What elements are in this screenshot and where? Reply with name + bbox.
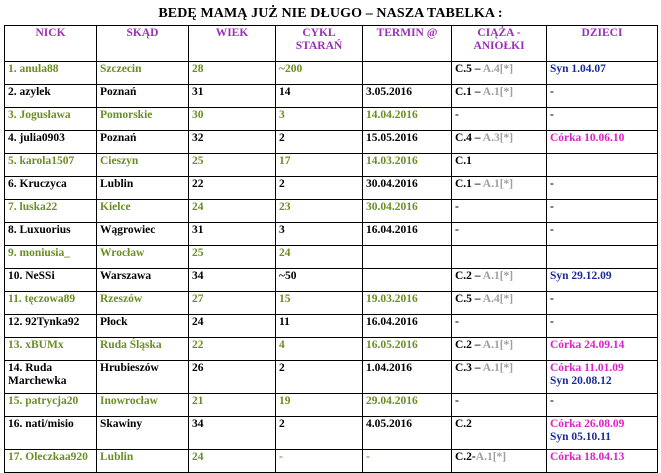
cell-dzieci	[547, 269, 658, 292]
child-entry: Syn 29.12.09	[550, 270, 612, 282]
aniolki-count: A.3[*]	[482, 132, 514, 144]
cell-skad: Wągrowiec	[97, 223, 189, 246]
cell-termin: 16.05.2016	[363, 338, 452, 361]
cell-ciaza	[452, 85, 547, 108]
ciaza-count: C.5 –	[455, 63, 483, 75]
ciaza-count: C.1	[455, 155, 472, 167]
aniolki-count: A.4[*]	[482, 63, 514, 75]
cell-dzieci	[547, 394, 658, 417]
cell-nick: 13. xBUMx	[5, 338, 97, 361]
cell-termin: 3.05.2016	[363, 85, 452, 108]
ciaza-count: C.4 –	[455, 132, 483, 144]
cell-skad: Hrubieszów	[97, 361, 189, 394]
child-entry: Syn 05.10.11	[550, 431, 612, 443]
table-row	[5, 361, 658, 394]
cell-nick: 15. patrycja20	[5, 394, 97, 417]
cell-dzieci	[547, 361, 658, 394]
table-row	[5, 85, 658, 108]
header-cykl-line2: STARAŃ	[295, 40, 343, 52]
cell-skad: Ruda Śląska	[97, 338, 189, 361]
cell-termin: -	[363, 450, 452, 473]
header-ciaza-line2: ANIOŁKI	[473, 40, 525, 52]
cell-nick: 12. 92Tynka92	[5, 315, 97, 338]
cell-wiek: 24	[189, 200, 276, 223]
cell-wiek: 31	[189, 85, 276, 108]
child-entry: -	[550, 293, 554, 305]
table-row	[5, 269, 658, 292]
cell-skad: Poznań	[97, 85, 189, 108]
cell-dzieci	[547, 131, 658, 154]
table-row	[5, 200, 658, 223]
cell-cykl: 11	[276, 315, 363, 338]
cell-wiek: 31	[189, 223, 276, 246]
cell-skad: Płock	[97, 315, 189, 338]
cell-nick: 10. NeSSi	[5, 269, 97, 292]
header-ciaza	[452, 26, 547, 62]
cell-dzieci	[547, 315, 658, 338]
cell-wiek: 34	[189, 269, 276, 292]
ciaza-count: -	[455, 224, 459, 236]
cell-ciaza	[452, 108, 547, 131]
cell-ciaza	[452, 154, 547, 177]
cell-ciaza	[452, 450, 547, 473]
cell-termin: 1.04.2016	[363, 361, 452, 394]
cell-cykl: 3	[276, 108, 363, 131]
cell-nick: 14. Ruda Marchewka	[5, 361, 97, 394]
cell-termin: 14.03.2016	[363, 154, 452, 177]
cell-skad: Szczecin	[97, 62, 189, 85]
cell-cykl: 23	[276, 200, 363, 223]
cell-dzieci	[547, 108, 658, 131]
child-entry: Córka 26.08.09	[550, 418, 625, 430]
child-entry: -	[550, 178, 554, 190]
child-entry: -	[550, 201, 554, 213]
cell-cykl: -	[276, 450, 363, 473]
child-entry: Syn 20.08.12	[550, 375, 612, 387]
ciaza-count: C.3 –	[455, 362, 483, 374]
ciaza-count: C.1 –	[455, 178, 483, 190]
table-row	[5, 154, 658, 177]
table-row	[5, 315, 658, 338]
cell-skad: Cieszyn	[97, 154, 189, 177]
cell-ciaza	[452, 292, 547, 315]
cell-ciaza	[452, 269, 547, 292]
table-row	[5, 62, 658, 85]
table-row	[5, 417, 658, 450]
cell-cykl: 2	[276, 417, 363, 450]
aniolki-count: A.1[*]	[482, 339, 514, 351]
cell-cykl: 2	[276, 361, 363, 394]
cell-wiek: 27	[189, 292, 276, 315]
cell-wiek: 32	[189, 131, 276, 154]
cell-skad: Rzeszów	[97, 292, 189, 315]
page-title: BEDĘ MAMĄ JUŻ NIE DŁUGO – NASZA TABELKA :	[158, 6, 503, 21]
cell-termin	[363, 62, 452, 85]
cell-dzieci	[547, 200, 658, 223]
cell-cykl: ~50	[276, 269, 363, 292]
cell-dzieci	[547, 177, 658, 200]
cell-skad: Skawiny	[97, 417, 189, 450]
cell-skad: Poznań	[97, 131, 189, 154]
child-entry: -	[550, 316, 554, 328]
cell-nick: 4. julia0903	[5, 131, 97, 154]
cell-cykl: 14	[276, 85, 363, 108]
ciaza-count: C.1 –	[455, 86, 483, 98]
cell-termin: 30.04.2016	[363, 200, 452, 223]
ciaza-count: C.2	[455, 418, 472, 430]
cell-wiek: 24	[189, 315, 276, 338]
ciaza-count: C.5 –	[455, 293, 483, 305]
cell-cykl: 3	[276, 223, 363, 246]
cell-dzieci	[547, 450, 658, 473]
aniolki-count: A.1[*]	[475, 451, 507, 463]
cell-wiek: 30	[189, 108, 276, 131]
child-entry: -	[550, 109, 554, 121]
cell-termin: 30.04.2016	[363, 177, 452, 200]
cell-ciaza	[452, 417, 547, 450]
cell-skad: Kielce	[97, 200, 189, 223]
header-termin: TERMIN @	[363, 26, 452, 62]
ciaza-count: C.2 –	[455, 339, 483, 351]
aniolki-count: A.1[*]	[482, 178, 514, 190]
header-nick: NICK	[5, 26, 97, 62]
child-entry: Córka 18.04.13	[550, 451, 625, 463]
members-table	[4, 25, 658, 473]
cell-termin: 29.04.2016	[363, 394, 452, 417]
cell-ciaza	[452, 394, 547, 417]
cell-dzieci	[547, 85, 658, 108]
cell-ciaza	[452, 200, 547, 223]
table-row	[5, 223, 658, 246]
cell-ciaza	[452, 315, 547, 338]
table-row	[5, 131, 658, 154]
cell-skad: Lublin	[97, 450, 189, 473]
aniolki-count: A.1[*]	[482, 362, 514, 374]
cell-dzieci	[547, 246, 658, 269]
child-entry: Syn 1.04.07	[550, 63, 606, 75]
cell-wiek: 24	[189, 450, 276, 473]
cell-skad: Warszawa	[97, 269, 189, 292]
cell-wiek: 28	[189, 62, 276, 85]
ciaza-count: -	[455, 201, 459, 213]
header-skad: SKĄD	[97, 26, 189, 62]
cell-wiek: 26	[189, 361, 276, 394]
cell-cykl: 4	[276, 338, 363, 361]
cell-nick: 9. moniusia_	[5, 246, 97, 269]
cell-termin: 16.04.2016	[363, 315, 452, 338]
cell-cykl: 24	[276, 246, 363, 269]
cell-nick: 7. luska22	[5, 200, 97, 223]
cell-cykl: 2	[276, 131, 363, 154]
cell-skad: Lublin	[97, 177, 189, 200]
cell-nick: 1. anula88	[5, 62, 97, 85]
cell-wiek: 22	[189, 177, 276, 200]
cell-wiek: 25	[189, 246, 276, 269]
ciaza-count: -	[455, 109, 459, 121]
cell-cykl: ~200	[276, 62, 363, 85]
cell-dzieci	[547, 338, 658, 361]
table-row	[5, 108, 658, 131]
cell-termin: 4.05.2016	[363, 417, 452, 450]
cell-termin: 15.05.2016	[363, 131, 452, 154]
cell-termin: 16.04.2016	[363, 223, 452, 246]
cell-dzieci	[547, 154, 658, 177]
cell-ciaza	[452, 338, 547, 361]
child-entry: Córka 11.01.09	[550, 362, 624, 374]
child-entry: -	[550, 224, 554, 236]
cell-dzieci	[547, 292, 658, 315]
cell-cykl: 15	[276, 292, 363, 315]
cell-skad: Pomorskie	[97, 108, 189, 131]
cell-skad: Inowrocław	[97, 394, 189, 417]
cell-wiek: 25	[189, 154, 276, 177]
header-row	[5, 26, 658, 62]
cell-ciaza	[452, 62, 547, 85]
cell-cykl: 17	[276, 154, 363, 177]
child-entry: -	[550, 395, 554, 407]
cell-nick: 2. azylek	[5, 85, 97, 108]
header-wiek: WIEK	[189, 26, 276, 62]
cell-skad: Wrocław	[97, 246, 189, 269]
cell-ciaza	[452, 361, 547, 394]
ciaza-count: C.2 –	[455, 270, 483, 282]
table-row	[5, 338, 658, 361]
table-row	[5, 246, 658, 269]
table-row	[5, 177, 658, 200]
cell-termin	[363, 246, 452, 269]
table-row	[5, 450, 658, 473]
header-dzieci: DZIECI	[547, 26, 658, 62]
child-entry: Córka 24.09.14	[550, 339, 625, 351]
cell-nick: 5. karola1507	[5, 154, 97, 177]
ciaza-count: -	[455, 316, 459, 328]
cell-dzieci	[547, 417, 658, 450]
cell-termin: 19.03.2016	[363, 292, 452, 315]
table-row	[5, 292, 658, 315]
cell-nick: 17. Oleczkaa920	[5, 450, 97, 473]
header-ciaza-line1: CIĄŻA -	[477, 27, 521, 39]
aniolki-count: A.1[*]	[482, 270, 514, 282]
cell-dzieci	[547, 62, 658, 85]
child-entry: -	[550, 86, 554, 98]
cell-wiek: 22	[189, 338, 276, 361]
child-entry: Córka 10.06.10	[550, 132, 625, 144]
cell-nick: 8. Luxuorius	[5, 223, 97, 246]
ciaza-count: -	[455, 395, 459, 407]
ciaza-count: C.2-	[455, 451, 476, 463]
table-row	[5, 394, 658, 417]
header-cykl-line1: CYKL	[302, 27, 336, 39]
cell-cykl: 2	[276, 177, 363, 200]
cell-nick: 11. tęczowa89	[5, 292, 97, 315]
cell-termin: 14.04.2016	[363, 108, 452, 131]
cell-wiek: 34	[189, 417, 276, 450]
cell-ciaza	[452, 131, 547, 154]
aniolki-count: A.1[*]	[482, 86, 514, 98]
header-cykl	[276, 26, 363, 62]
cell-cykl: 19	[276, 394, 363, 417]
cell-dzieci	[547, 223, 658, 246]
cell-ciaza	[452, 177, 547, 200]
cell-ciaza	[452, 246, 547, 269]
cell-nick: 6. Kruczyca	[5, 177, 97, 200]
cell-nick: 16. nati/misio	[5, 417, 97, 450]
cell-nick: 3. Jogusława	[5, 108, 97, 131]
aniolki-count: A.4[*]	[482, 293, 514, 305]
cell-wiek: 21	[189, 394, 276, 417]
cell-ciaza	[452, 223, 547, 246]
cell-termin	[363, 269, 452, 292]
